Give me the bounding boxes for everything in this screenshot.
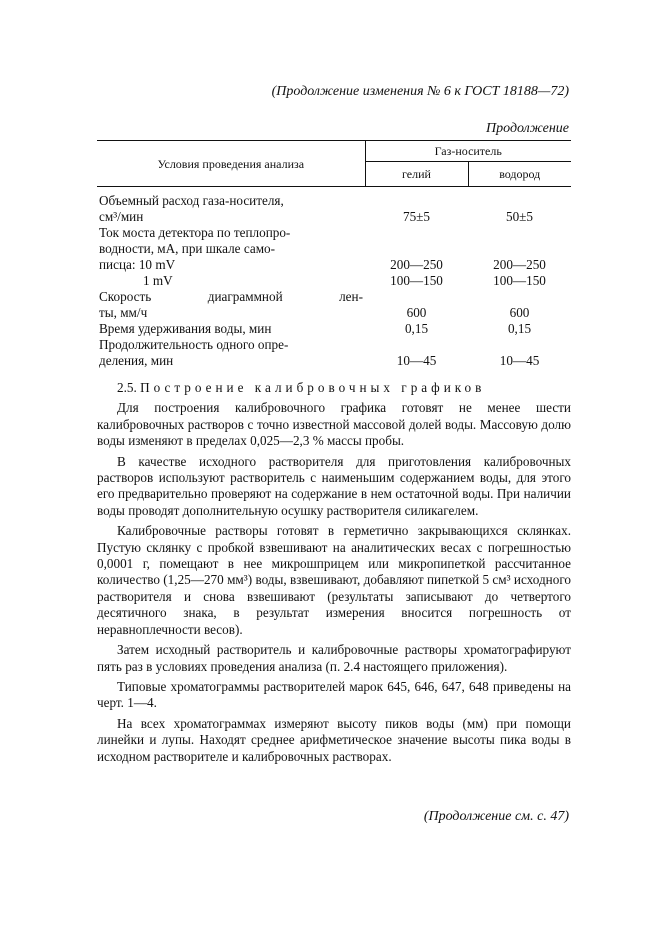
table-row	[97, 193, 571, 225]
table-row	[97, 289, 571, 321]
helium-value: 100—150	[390, 273, 443, 288]
section-title: Построение калибровочных графиков	[140, 380, 486, 395]
paragraph: Затем исходный растворитель и калибровочные растворы хроматографируют пять раз в условиях проведения анализа (п. 2.4 настоящего приложения).	[97, 642, 571, 674]
helium-value: 75±5	[402, 209, 431, 224]
row-condition: Скорость диаграммной лен- ты, мм/ч	[99, 289, 363, 320]
hydrogen-value: 0,15	[507, 321, 532, 336]
continuation-footer: (Продолжение см. с. 47)	[423, 809, 569, 824]
helium-value: 0,15	[404, 321, 429, 336]
hydrogen-value: 600	[509, 305, 530, 320]
header-helium: гелий	[365, 162, 468, 187]
hydrogen-value: 200—250	[493, 257, 546, 272]
table-row	[97, 273, 571, 289]
header-hydrogen: водород	[468, 162, 571, 187]
body-text	[97, 380, 571, 769]
paragraph: Типовые хроматограммы растворителей марок 645, 646, 647, 648 приведены на черт. 1—4.	[97, 678, 571, 711]
row-condition: 1 mV	[143, 273, 173, 288]
continuation-subtitle: Продолжение	[486, 121, 569, 136]
helium-value: 10—45	[396, 353, 437, 368]
hydrogen-value: 50±5	[505, 209, 534, 224]
header-carrier-gas: Газ-носитель	[365, 141, 571, 162]
helium-value: 200—250	[390, 257, 443, 272]
paragraph: В качестве исходного растворителя для приготовления калибровочных растворов используют растворитель с наименьшим содержанием воды, для этого его предварительно проверяют на содержание в нем остаточной воды. При наличии воды проводят дополнительную осушку растворителя силикагелем.	[97, 453, 571, 518]
row-condition: Ток моста детектора по теплопро- водности, мА, при шкале само- писца: 10 mV	[99, 225, 291, 272]
hydrogen-value: 100—150	[493, 273, 546, 288]
row-condition: Продолжительность одного опре- деления, мин	[99, 337, 289, 368]
table-row	[97, 337, 571, 369]
section-number: 2.5.	[117, 380, 137, 395]
analysis-conditions-table	[97, 140, 571, 369]
paragraph: На всех хроматограммах измеряют высоту пиков воды (мм) при помощи линейки и лупы. Находят среднее арифметическое значение высоты пика воды в исходном растворителе и калибровочных растворах.	[97, 715, 571, 764]
section-heading	[97, 380, 571, 396]
hydrogen-value: 10—45	[499, 353, 540, 368]
table-row	[97, 225, 571, 273]
paragraph: Калибровочные растворы готовят в герметично закрывающихся склянках. Пустую склянку с пробкой взвешивают на аналитических весах с погрешностью 0,0001 г, помещают в нее микрошприцем или микропипеткой рассчитанное количество (1,25—270 мм³) воды, взвешивают, добавляют пипеткой 5 см³ исходного растворителя и снова взвешивают (результаты записывают до четвертого десятичного знака, в результат измерения вносится погрешность от неравноплечности весов).	[97, 523, 571, 637]
table-row	[97, 321, 571, 337]
continuation-header: (Продолжение изменения № 6 к ГОСТ 18188—72)	[271, 84, 569, 99]
paragraph: Для построения калибровочного графика готовят не менее шести калибровочных растворов с точно известной массовой долей воды. Массовую долю воды изменяют в пределах 0,025—2,3 % массы пробы.	[97, 400, 571, 449]
helium-value: 600	[406, 305, 427, 320]
header-conditions: Условия проведения анализа	[97, 141, 365, 187]
row-condition: Объемный расход газа-носителя, см³/мин	[99, 193, 284, 224]
row-condition: Время удерживания воды, мин	[99, 321, 272, 336]
